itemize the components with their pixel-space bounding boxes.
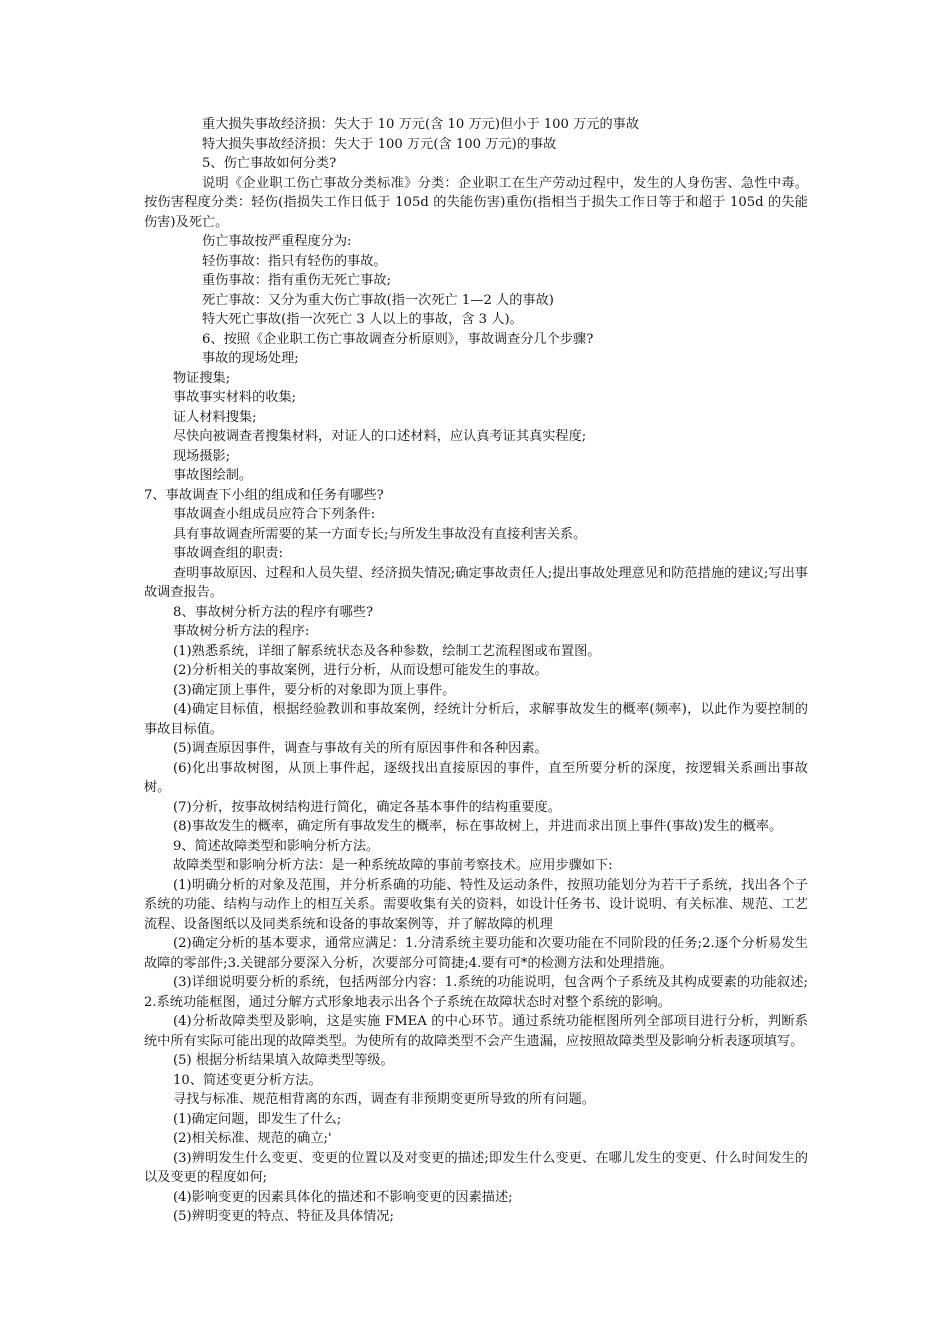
paragraph: 故障类型和影响分析方法：是一种系统故障的事前考察技术。应用步骤如下: [173, 858, 613, 873]
paragraph: 5、伤亡事故如何分类? [202, 156, 337, 171]
paragraph: 事故调查小组成员应符合下列条件: [173, 507, 376, 522]
paragraph: 事故调查组的职责: [173, 546, 283, 561]
paragraph: 事故图绘制。 [173, 468, 253, 483]
paragraph: (8)事故发生的概率，确定所有事故发生的概率，标在事故树上，并进而求出顶上事件(事故)发生的概率。 [173, 819, 783, 834]
paragraph: 重大损失事故经济损：失大于 10 万元(含 10 万元)但小于 100 万元的事故 [202, 117, 640, 132]
paragraph: 伤亡事故按严重程度分为: [202, 234, 352, 249]
paragraph: 事故事实材料的收集; [173, 390, 297, 405]
paragraph: (3)确定顶上事件，要分析的对象即为顶上事件。 [173, 682, 456, 698]
paragraph: 重伤事故：指有重伤无死亡事故; [202, 273, 392, 288]
paragraph: (4)影响变更的因素具体化的描述和不影响变更的因素描述; [173, 1189, 513, 1205]
paragraph: 具有事故调查所需要的某一方面专长;与所发生事故没有直接利害关系。 [173, 526, 587, 542]
paragraph: (2)相关标准、规范的确立;' [173, 1131, 332, 1146]
paragraph: 10、简述变更分析方法。 [173, 1072, 322, 1088]
paragraph: (3)辨明发生什么变更、变更的位置以及对变更的描述;即发生什么变更、在哪儿发生的变更、什么时间发生的以及变更的程度如何; [144, 1150, 808, 1185]
document-body [144, 115, 808, 1227]
paragraph: (7)分析，按事故树结构进行简化，确定各基本事件的结构重要度。 [173, 799, 561, 815]
paragraph: 说明《企业职工伤亡事故分类标准》分类：企业职工在生产劳动过程中，发生的人身伤害、急性中毒。按伤害程度分类：轻伤(指损失工作日低于 105d 的失能伤害)重伤(指相当于损失工作日等于和超于 105d 的失能伤害)及死亡。 [144, 175, 808, 230]
paragraph: 现场摄影; [173, 448, 231, 464]
paragraph: 寻找与标准、规范相背离的东西，调查有非预期变更所导致的所有问题。 [173, 1092, 595, 1107]
paragraph: (5)调查原因事件，调查与事故有关的所有原因事件和各种因素。 [173, 741, 548, 756]
paragraph: 9、简述故障类型和影响分析方法。 [173, 838, 380, 854]
paragraph: 物证搜集; [173, 370, 231, 386]
paragraph: (1)明确分析的对象及范围，并分析系确的功能、特性及运动条件，按照功能划分为若干子系统，找出各个子系统的功能、结构与动作上的相互关系。需要收集有关的资料，如设计任务书、设计说明、有关标准、规范、工艺流程、设备图纸以及同类系统和设备的事故案例等，并了解故障的机理 [144, 877, 808, 932]
paragraph: 尽快向被调查者搜集材料，对证人的口述材料，应认真考证其真实程度; [173, 429, 587, 444]
paragraph: (1)熟悉系统，详细了解系统状态及各种参数，绘制工艺流程图或布置图。 [173, 643, 601, 659]
paragraph: 证人材料搜集; [173, 409, 257, 425]
paragraph: 特大死亡事故(指一次死亡 3 人以上的事故，含 3 人)。 [202, 312, 523, 327]
paragraph: (6)化出事故树图，从顶上事件起，逐级找出直接原因的事件，直至所要分析的深度，按逻辑关系画出事故树。 [144, 760, 808, 795]
paragraph: 7、事故调查下小组的组成和任务有哪些? [144, 487, 384, 503]
paragraph: 死亡事故：又分为重大伤亡事故(指一次死亡 1—2 人的事故) [202, 292, 554, 308]
paragraph: (3)详细说明要分析的系统，包括两部分内容：1.系统的功能说明，包含两个子系统及其构成要素的功能叙述;2.系统功能框图，通过分解方式形象地表示出各个子系统在故障状态时对整个系统的影响。 [144, 975, 808, 1010]
paragraph: 轻伤事故：指只有轻伤的事故。 [202, 253, 387, 269]
paragraph: 事故树分析方法的程序: [173, 624, 310, 639]
paragraph: (2)分析相关的事故案例，进行分析，从而设想可能发生的事故。 [173, 663, 548, 678]
paragraph: (4)确定目标值，根据经验教训和事故案例，经统计分析后，求解事故发生的概率(频率)，以此作为要控制的事故目标值。 [144, 702, 808, 737]
paragraph: 8、事故树分析方法的程序有哪些? [173, 604, 374, 620]
paragraph: 事故的现场处理; [202, 351, 299, 366]
paragraph: 6、按照《企业职工伤亡事故调查分析原则》，事故调查分几个步骤? [202, 331, 594, 347]
paragraph: (2)确定分析的基本要求，通常应满足：1.分清系统主要功能和次要功能在不同阶段的任务;2.逐个分析易发生故障的零部件;3.关键部分要深入分析，次要部分可简捷;4.要有可*的检测方法和处理措施。 [144, 936, 808, 971]
paragraph: (4)分析故障类型及影响，这是实施 FMEA 的中心环节。通过系统功能框图所列全部项目进行分析，判断系统中所有实际可能出现的故障类型。为使所有的故障类型不会产生遗漏，应按照故障类型及影响分析表逐项填写。 [144, 1014, 808, 1049]
paragraph: (1)确定问题，即发生了什么; [173, 1111, 342, 1127]
paragraph: (5) 根据分析结果填入故障类型等级。 [173, 1053, 394, 1068]
paragraph: (5)辨明变更的特点、特征及具体情况; [173, 1209, 394, 1224]
paragraph: 特大损失事故经济损：失大于 100 万元(含 100 万元)的事故 [202, 136, 557, 152]
paragraph: 查明事故原因、过程和人员失望、经济损失情况;确定事故责任人;提出事故处理意见和防范措施的建议;写出事故调查报告。 [144, 565, 808, 600]
